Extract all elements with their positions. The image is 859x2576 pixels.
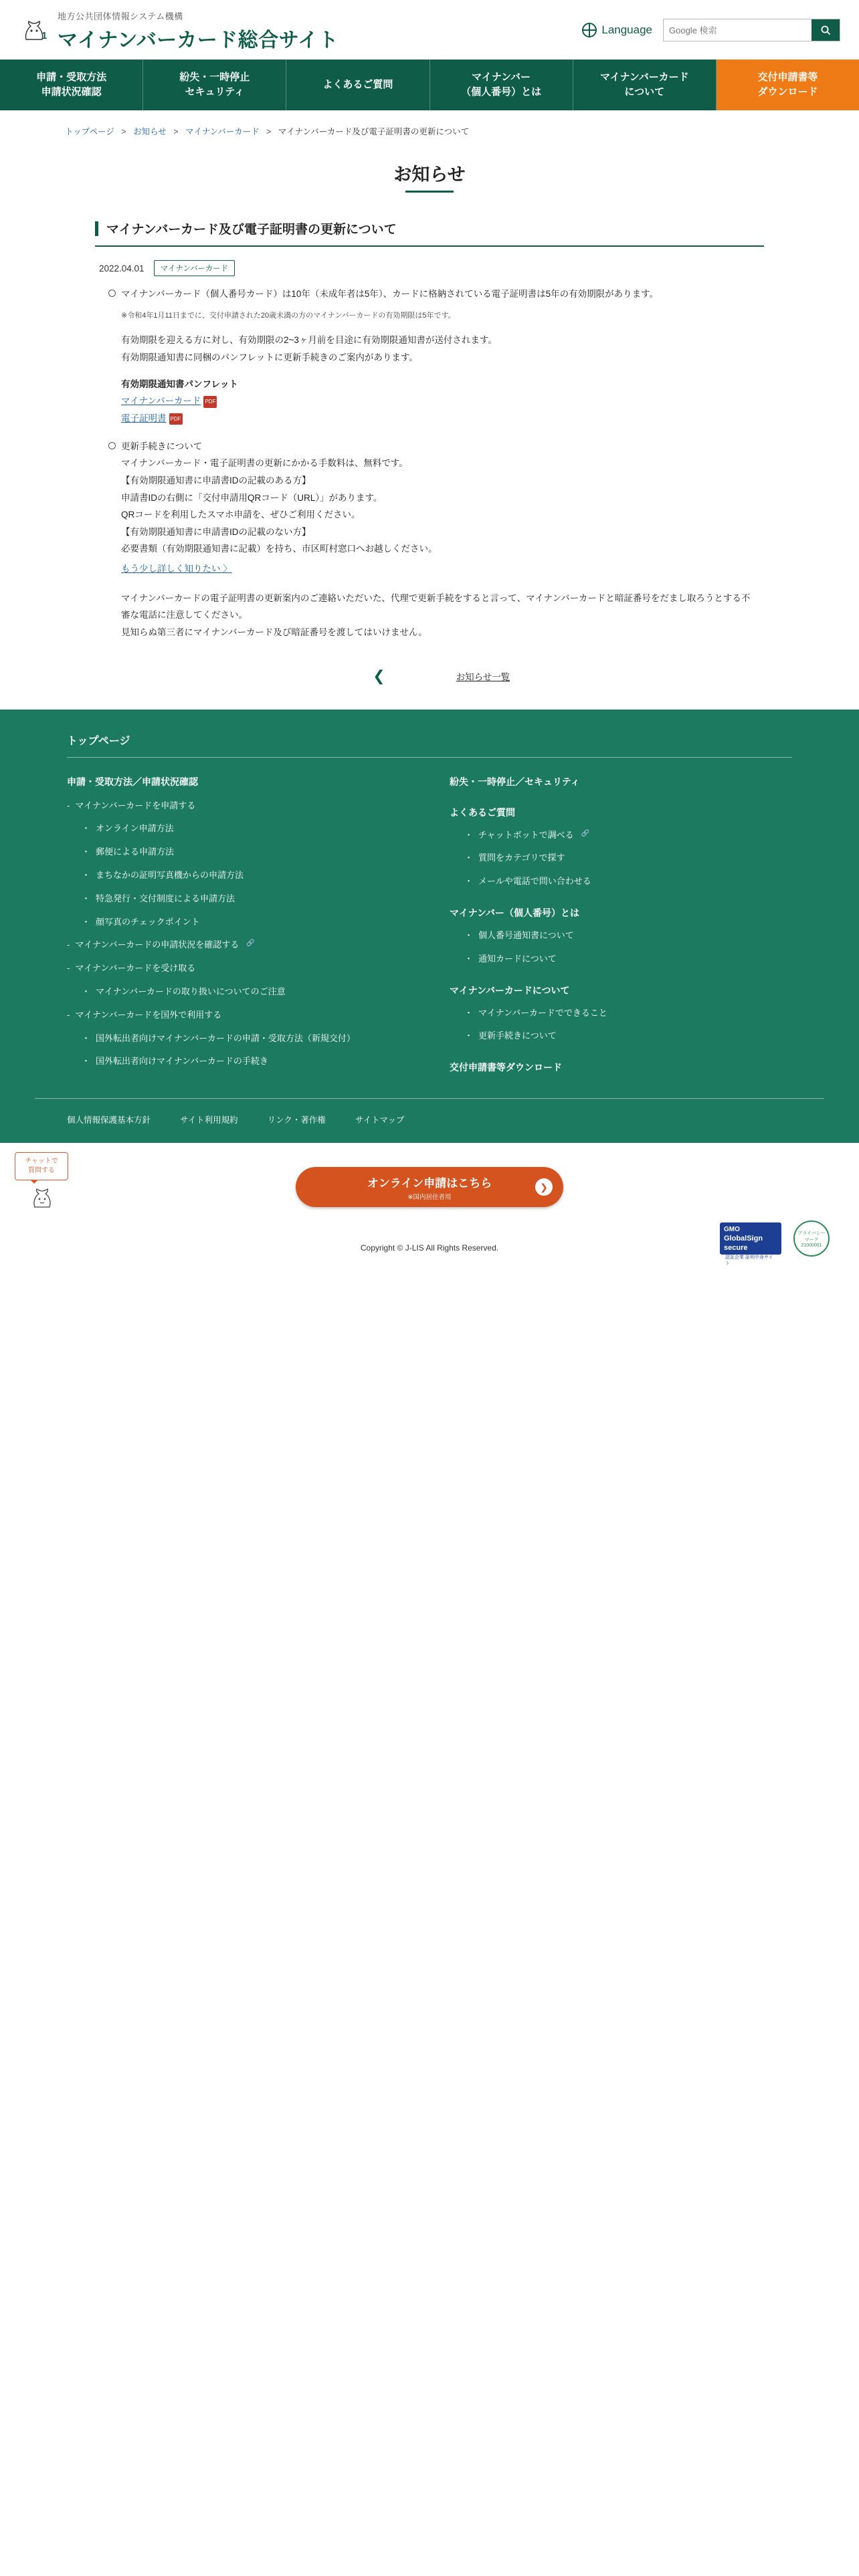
footer-link-label: マイナンバーカードを申請する xyxy=(75,800,196,811)
footer-group-title-faq[interactable]: よくあるご質問 xyxy=(450,807,515,818)
article-para-2: 有効期限通知書に同梱のパンフレットに更新手続きのご案内があります。 xyxy=(121,352,418,363)
footer-group-title-application[interactable]: 申請・受取方法／申請状況確認 xyxy=(67,776,198,787)
article-date: 2022.04.01 xyxy=(99,263,145,274)
pamphlet-label: 有効期限通知書パンフレット xyxy=(121,379,238,389)
privacy-mark-seal-icon[interactable] xyxy=(793,1220,830,1257)
footer-link-handling-notes[interactable] xyxy=(67,985,409,999)
seal-line2: GlobalSign xyxy=(724,1234,763,1243)
external-link-icon: 🔗 xyxy=(581,829,590,837)
breadcrumb-item-news[interactable]: お知らせ xyxy=(133,127,167,136)
update-line-6: 必要書類（有効期限通知書に記載）を持ち、市区町村窓口へお越しください。 xyxy=(121,544,438,554)
nav-label-line2: 申請状況確認 xyxy=(41,86,102,98)
dot-icon: ・ xyxy=(464,953,474,964)
footer-link-receive-card[interactable] xyxy=(67,962,409,976)
seal-line3: secure xyxy=(724,1243,748,1252)
search-icon xyxy=(820,25,831,35)
footer-group-title-download[interactable]: 交付申請書等ダウンロード xyxy=(450,1062,562,1073)
site-title: マイナンバーカード総合サイト xyxy=(58,29,339,51)
cta-sub-label: ※国内居住者用 xyxy=(407,1193,452,1201)
dot-icon: ・ xyxy=(464,1007,474,1018)
update-line-2: 【有効期限通知書に申請書IDの記載のある方】 xyxy=(121,475,311,486)
article-item-2-text: 更新手続きについて xyxy=(121,441,203,451)
footer-link-overseas-use[interactable] xyxy=(67,1008,409,1023)
breadcrumb-separator: > xyxy=(121,127,126,136)
search-button[interactable] xyxy=(812,19,840,41)
nav-mynumber-about[interactable] xyxy=(430,60,573,110)
article xyxy=(75,215,784,641)
page-title-wrap xyxy=(0,137,859,199)
dot-icon: ・ xyxy=(82,1033,91,1043)
nav-application-status[interactable] xyxy=(0,60,143,110)
breadcrumb-item-card[interactable]: マイナンバーカード xyxy=(185,127,260,136)
footer-group-title-security[interactable]: 紛失・一時停止／セキュリティ xyxy=(450,776,580,787)
article-note-1: ※令和4年1月11日までに、交付申請された20歳未満の方のマイナンバーカードの有効期限は5年です。 xyxy=(121,311,456,320)
dot-icon: ・ xyxy=(464,853,474,863)
seal-line1: GMO xyxy=(724,1226,740,1234)
chat-widget[interactable] xyxy=(15,1152,68,1210)
nav-label-line1: 交付申請書等 xyxy=(757,72,818,84)
footer-link-label: マイナンバーカードでできること xyxy=(478,1007,607,1018)
bottom-area xyxy=(0,1143,859,1279)
dot-icon: ・ xyxy=(82,986,91,997)
footer-column-right xyxy=(450,775,792,1084)
footer-top-title[interactable]: トップページ xyxy=(67,732,792,758)
footer-link-terms[interactable]: サイト利用規約 xyxy=(180,1115,238,1125)
footer-column-left xyxy=(67,775,409,1084)
footer-link-label: 更新手続きについて xyxy=(478,1031,557,1041)
svg-text:1: 1 xyxy=(41,29,47,41)
footer-link-photobooth-apply[interactable] xyxy=(67,869,409,883)
dash-icon: - xyxy=(67,963,70,974)
globe-icon xyxy=(582,23,597,37)
footer-link-sitemap[interactable]: サイトマップ xyxy=(355,1115,405,1125)
nav-card-about[interactable] xyxy=(573,60,717,110)
dot-icon: ・ xyxy=(82,870,91,881)
dot-icon: ・ xyxy=(464,930,474,941)
dot-icon: ・ xyxy=(82,1056,91,1067)
site-search[interactable] xyxy=(663,19,840,41)
site-footer xyxy=(0,710,859,1144)
footer-link-label: 通知カードについて xyxy=(478,953,557,964)
footer-link-contact[interactable] xyxy=(450,875,792,889)
breadcrumb xyxy=(45,110,814,137)
pamphlet-link-cert[interactable]: 電子証明書 xyxy=(121,413,167,423)
nav-label-line2: ダウンロード xyxy=(757,86,818,98)
circle-bullet-icon xyxy=(108,290,116,297)
dot-icon: ・ xyxy=(464,876,474,887)
footer-link-label: 個人番号通知書について xyxy=(478,930,574,941)
footer-link-apply[interactable] xyxy=(67,799,409,813)
dash-icon: - xyxy=(67,1009,70,1020)
article-header xyxy=(95,215,764,247)
footer-link-label: 特急発行・交付制度による申請方法 xyxy=(96,893,235,903)
footer-link-label: 国外転出者向けマイナンバーカードの申請・受取方法（新規交付） xyxy=(96,1033,355,1043)
search-input[interactable] xyxy=(664,19,812,41)
news-list-link[interactable]: お知らせ一覧 xyxy=(456,671,510,682)
nav-label-line1: マイナンバーカード xyxy=(599,72,689,84)
breadcrumb-item-home[interactable]: トップページ xyxy=(65,127,114,136)
footer-group-title-mynumber[interactable]: マイナンバー（個人番号）とは xyxy=(450,907,580,919)
update-line-3: 申請書IDの右側に「交付申請用QRコード（URL）」があります。 xyxy=(121,492,383,503)
footer-link-copyright[interactable]: リンク・著作権 xyxy=(267,1115,326,1125)
nav-loss-security[interactable] xyxy=(143,60,286,110)
chat-bubble-line2: 質問する xyxy=(28,1167,55,1175)
nav-label-line2: について xyxy=(624,86,665,98)
seal-round-line3: 21000001 xyxy=(801,1243,822,1248)
breadcrumb-item-current: マイナンバーカード及び電子証明書の更新について xyxy=(278,127,470,136)
article-item-2 xyxy=(108,427,757,455)
update-line-1: マイナンバーカード・電子証明書の更新にかかる手数料は、無料です。 xyxy=(121,458,408,469)
footer-link-label: まちなかの証明写真機からの申請方法 xyxy=(96,870,244,881)
warning-line-2: 見知らぬ第三者にマイナンバーカード及び暗証番号を渡してはいけません。 xyxy=(121,627,427,638)
footer-link-label: 質問をカテゴリで探す xyxy=(478,853,565,863)
footer-link-label: 国外転出者向けマイナンバーカードの手続き xyxy=(96,1056,268,1067)
nav-label-line1: マイナンバー xyxy=(472,72,531,84)
footer-link-overseas-new[interactable] xyxy=(67,1032,409,1046)
nav-label-line2: セキュリティ xyxy=(185,86,245,98)
update-line-5: 【有効期限通知書に申請書IDの記載のない方】 xyxy=(121,526,311,537)
footer-link-label: メールや電話で問い合わせる xyxy=(478,876,591,887)
page-title: お知らせ xyxy=(393,160,465,193)
pamphlet-link-cert-row xyxy=(108,410,757,427)
nav-label-line1: よくあるご質問 xyxy=(322,79,393,91)
article-body xyxy=(95,279,764,641)
dash-icon: - xyxy=(67,800,70,811)
chat-character-icon[interactable] xyxy=(15,1187,68,1210)
cta-main-label: オンライン申請はこちら xyxy=(367,1176,492,1190)
nav-faq[interactable] xyxy=(286,60,430,110)
footer-link-mail-apply[interactable] xyxy=(67,845,409,859)
footer-group-title-card[interactable]: マイナンバーカードについて xyxy=(450,984,570,996)
nav-label-line2: （個人番号）とは xyxy=(461,86,542,98)
pdf-icon: PDF xyxy=(203,396,217,407)
pamphlet-link-card[interactable]: マイナンバーカード xyxy=(121,396,201,407)
dot-icon: ・ xyxy=(82,823,91,834)
breadcrumb-separator: > xyxy=(266,127,272,136)
footer-link-notice-doc[interactable] xyxy=(450,929,792,943)
warning-line-1: マイナンバーカードの電子証明書の更新案内のご連絡いただいた、代理で更新手続をすると言って、マイナンバーカードと暗証番号をだまし取ろうとする不審な電話に注意してください。 xyxy=(121,593,751,621)
jlis-logo-icon xyxy=(19,16,50,47)
dot-icon: ・ xyxy=(464,1031,474,1041)
footer-link-check-status[interactable] xyxy=(67,938,409,952)
seal-round-line1: プライバシー xyxy=(797,1230,826,1236)
nav-download[interactable] xyxy=(717,60,859,110)
footer-link-notice-card[interactable] xyxy=(450,952,792,966)
footer-link-label: チャットボットで調べる xyxy=(478,829,574,840)
more-details-link[interactable]: もう少し詳しく知りたい 〉 xyxy=(121,564,232,574)
chevron-left-icon[interactable]: ❮ xyxy=(373,667,385,684)
chevron-right-icon: ❯ xyxy=(535,1178,553,1196)
accent-bar xyxy=(95,221,98,236)
footer-link-label: 郵便による申請方法 xyxy=(96,847,175,857)
circle-bullet-icon xyxy=(108,442,116,449)
article-heading: マイナンバーカード及び電子証明書の更新について xyxy=(106,223,397,237)
seal-line4: 認証企業 証明中身サイト xyxy=(724,1255,777,1268)
trust-seals xyxy=(720,1220,830,1267)
footer-link-express-apply[interactable] xyxy=(67,892,409,906)
footer-link-label: マイナンバーカードの申請状況を確認する xyxy=(75,940,240,950)
footer-link-photo-checkpoints[interactable] xyxy=(67,916,409,930)
breadcrumb-separator: > xyxy=(173,127,179,136)
article-item-1-text: マイナンバーカード（個人番号カード）は10年（未成年者は5年）、カードに格納されている電子証明書は5年の有効期限があります。 xyxy=(121,289,659,299)
globalsign-seal-icon[interactable] xyxy=(720,1222,781,1267)
footer-link-overseas-procedure[interactable] xyxy=(67,1055,409,1069)
global-navigation xyxy=(0,60,859,110)
footer-link-label: マイナンバーカードを受け取る xyxy=(75,963,196,974)
site-header xyxy=(0,0,859,60)
brand[interactable] xyxy=(19,9,339,53)
chat-bubble-line1: チャットで xyxy=(25,1158,58,1166)
header-utilities xyxy=(582,9,840,41)
online-application-button[interactable] xyxy=(296,1167,563,1207)
copyright: Copyright © J-LIS All Rights Reserved. xyxy=(360,1243,499,1253)
footer-link-label: マイナンバーカードの取り扱いについてのご注意 xyxy=(96,986,286,997)
footer-link-label: オンライン申請方法 xyxy=(96,823,174,834)
dot-icon: ・ xyxy=(464,829,474,840)
footer-link-chatbot[interactable] xyxy=(450,829,792,843)
language-switcher[interactable] xyxy=(582,23,652,37)
nav-label-line1: 紛失・一時停止 xyxy=(179,72,250,84)
footer-link-online-apply[interactable] xyxy=(67,822,409,836)
article-para-1: 有効期限を迎える方に対し、有効期限の2~3ヶ月前を目途に有効期限通知書が送付されます。 xyxy=(121,335,497,346)
chat-bubble[interactable] xyxy=(15,1152,68,1180)
dot-icon: ・ xyxy=(82,916,91,927)
footer-link-card-capabilities[interactable] xyxy=(450,1006,792,1021)
dot-icon: ・ xyxy=(82,847,91,857)
footer-link-faq-category[interactable] xyxy=(450,851,792,865)
article-item-1 xyxy=(108,286,757,303)
footer-link-renewal[interactable] xyxy=(450,1029,792,1043)
dash-icon: - xyxy=(67,940,70,950)
pamphlet-link-card-row xyxy=(108,393,757,410)
article-navigation xyxy=(75,659,784,710)
footer-policy-links xyxy=(35,1098,824,1125)
update-line-4: QRコードを利用したスマホ申請を、ぜひご利用ください。 xyxy=(121,510,361,520)
article-meta xyxy=(95,247,764,279)
nav-label-line1: 申請・受取方法 xyxy=(36,72,107,84)
cta-wrap xyxy=(0,1143,859,1214)
pdf-icon: PDF xyxy=(169,413,183,425)
dot-icon: ・ xyxy=(82,893,91,903)
footer-link-privacy[interactable]: 個人情報保護基本方針 xyxy=(67,1115,151,1125)
footer-link-label: マイナンバーカードを国外で利用する xyxy=(75,1009,222,1020)
language-label: Language xyxy=(601,23,652,36)
external-link-icon: 🔗 xyxy=(246,940,255,948)
article-category-badge: マイナンバーカード xyxy=(154,260,235,276)
org-name: 地方公共団体情報システム機構 xyxy=(58,11,183,21)
footer-link-label: 顔写真のチェックポイント xyxy=(96,916,200,927)
seal-round-line2: マーク xyxy=(804,1237,819,1243)
